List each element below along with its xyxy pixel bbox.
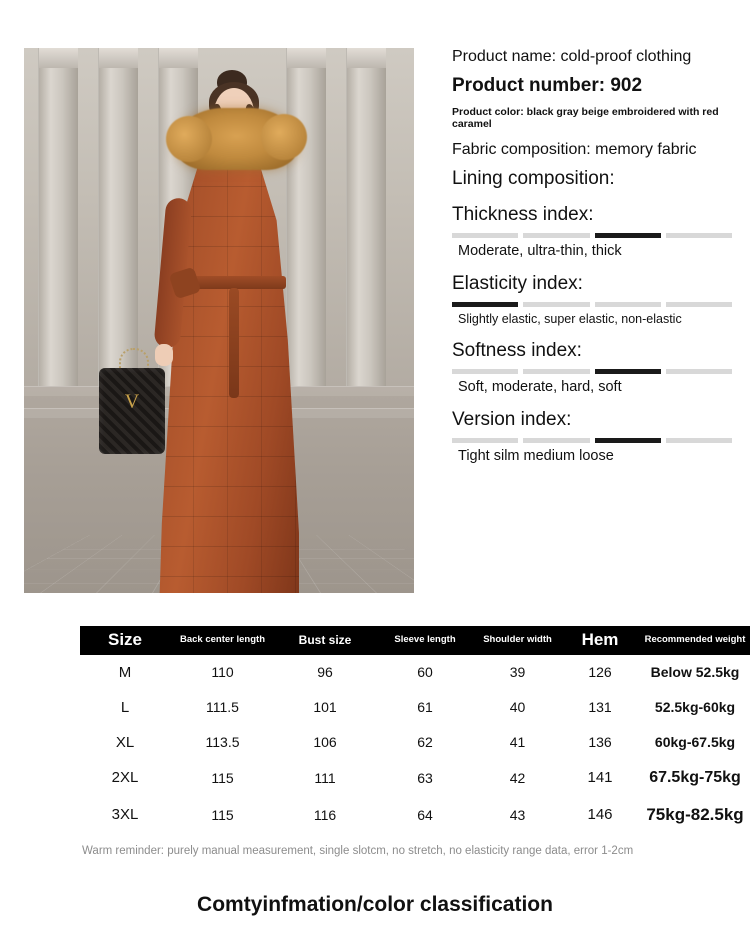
cell-sleeve: 64 <box>417 806 433 823</box>
cell-bust: 106 <box>313 734 337 751</box>
header-back-length: Back center length <box>170 626 275 655</box>
elasticity-index-caption: Slightly elastic, super elastic, non-elastic <box>458 312 682 327</box>
cell-sleeve: 63 <box>417 769 433 786</box>
size-table-container <box>80 626 750 834</box>
bar-segment <box>523 438 589 443</box>
table-row <box>80 655 750 690</box>
header-recommended-weight: Recommended weight <box>640 626 750 655</box>
index-block-thickness <box>452 204 732 259</box>
cell-weight: Below 52.5kg <box>650 664 740 681</box>
cell-bust: 101 <box>313 699 337 716</box>
elasticity-index-title: Elasticity index: <box>452 273 583 295</box>
cell-shoulder: 39 <box>509 664 526 681</box>
cell-weight: 52.5kg-60kg <box>654 699 736 716</box>
thickness-index-caption: Moderate, ultra-thin, thick <box>458 243 622 260</box>
softness-index-bars <box>452 369 732 374</box>
size-table <box>80 626 750 834</box>
version-index-bars <box>452 438 732 443</box>
header-sleeve-length: Sleeve length <box>375 626 475 655</box>
warm-reminder-text: Warm reminder: purely manual measurement, single slotcm, no stretch, no elasticity range data, error 1-2cm <box>82 845 634 857</box>
cell-weight: 67.5kg-75kg <box>649 768 741 786</box>
thickness-index-title: Thickness index: <box>452 204 594 226</box>
fur-hood-trim <box>174 108 299 170</box>
cell-shoulder: 43 <box>509 806 526 823</box>
header-size: Size <box>80 626 170 655</box>
cell-hem: 141 <box>587 769 613 787</box>
bar-segment-active <box>452 302 518 307</box>
index-block-softness <box>452 340 732 395</box>
index-block-elasticity <box>452 273 732 326</box>
elasticity-index-bars <box>452 302 732 307</box>
table-header-row <box>80 626 750 655</box>
thickness-index-bars <box>452 233 732 238</box>
hand <box>155 344 173 366</box>
product-number-line: Product number: 902 <box>452 75 643 96</box>
version-index-caption: Tight silm medium loose <box>458 448 614 465</box>
product-info-column <box>452 48 732 468</box>
belt-tail <box>229 288 239 398</box>
cell-weight: 60kg-67.5kg <box>654 734 736 751</box>
cell-back: 113.5 <box>205 734 240 751</box>
table-row <box>80 690 750 725</box>
cell-size: L <box>120 698 130 716</box>
cell-hem: 126 <box>588 664 612 681</box>
bar-segment <box>666 233 732 238</box>
table-row <box>80 796 750 834</box>
header-bust-size: Bust size <box>275 626 375 655</box>
cell-back: 111.5 <box>206 699 239 716</box>
product-color-line: Product color: black gray beige embroidered with red caramel <box>452 106 719 131</box>
handbag-logo-icon: V <box>124 390 140 413</box>
size-table-header <box>80 626 750 655</box>
cell-back: 110 <box>211 664 234 681</box>
footer-title: Comtyinfmation/color classification <box>197 893 553 916</box>
product-photo <box>24 48 414 593</box>
bar-segment-active <box>595 438 661 443</box>
bar-segment <box>452 233 518 238</box>
cell-shoulder: 40 <box>509 699 526 716</box>
bar-segment <box>452 369 518 374</box>
product-name-line: Product name: cold-proof clothing <box>452 48 692 65</box>
bar-segment <box>666 438 732 443</box>
cell-back: 115 <box>211 769 234 786</box>
index-block-version <box>452 409 732 464</box>
cell-back: 115 <box>211 806 234 823</box>
handbag <box>99 368 165 454</box>
cell-size: 2XL <box>111 769 139 787</box>
cell-bust: 96 <box>317 664 333 681</box>
bar-segment-active <box>595 233 661 238</box>
table-row <box>80 725 750 760</box>
table-row <box>80 760 750 796</box>
size-table-body <box>80 655 750 834</box>
bar-segment <box>595 302 661 307</box>
cell-shoulder: 41 <box>509 734 526 751</box>
lining-composition-line: Lining composition: <box>452 168 615 190</box>
cell-bust: 116 <box>313 806 337 823</box>
model-figure <box>24 48 414 593</box>
cell-shoulder: 42 <box>509 769 526 786</box>
bar-segment <box>523 302 589 307</box>
header-shoulder-width: Shoulder width <box>475 626 560 655</box>
cell-hem: 146 <box>587 806 613 824</box>
bar-segment-active <box>595 369 661 374</box>
cell-size: XL <box>115 733 135 751</box>
cell-sleeve: 62 <box>417 734 433 751</box>
cell-size: M <box>118 663 132 681</box>
bar-segment <box>452 438 518 443</box>
fabric-composition-line: Fabric composition: memory fabric <box>452 141 697 159</box>
bar-segment <box>523 369 589 374</box>
version-index-title: Version index: <box>452 409 572 431</box>
bar-segment <box>666 369 732 374</box>
cell-hem: 131 <box>588 699 612 716</box>
header-hem: Hem <box>560 626 640 655</box>
cell-hem: 136 <box>588 734 612 751</box>
softness-index-title: Softness index: <box>452 340 582 362</box>
cell-bust: 111 <box>314 769 336 786</box>
bar-segment <box>666 302 732 307</box>
cell-sleeve: 60 <box>417 664 433 681</box>
cell-size: 3XL <box>111 806 139 824</box>
cell-sleeve: 61 <box>417 699 433 716</box>
cell-weight: 75kg-82.5kg <box>646 804 744 824</box>
bar-segment <box>523 233 589 238</box>
softness-index-caption: Soft, moderate, hard, soft <box>458 379 622 396</box>
